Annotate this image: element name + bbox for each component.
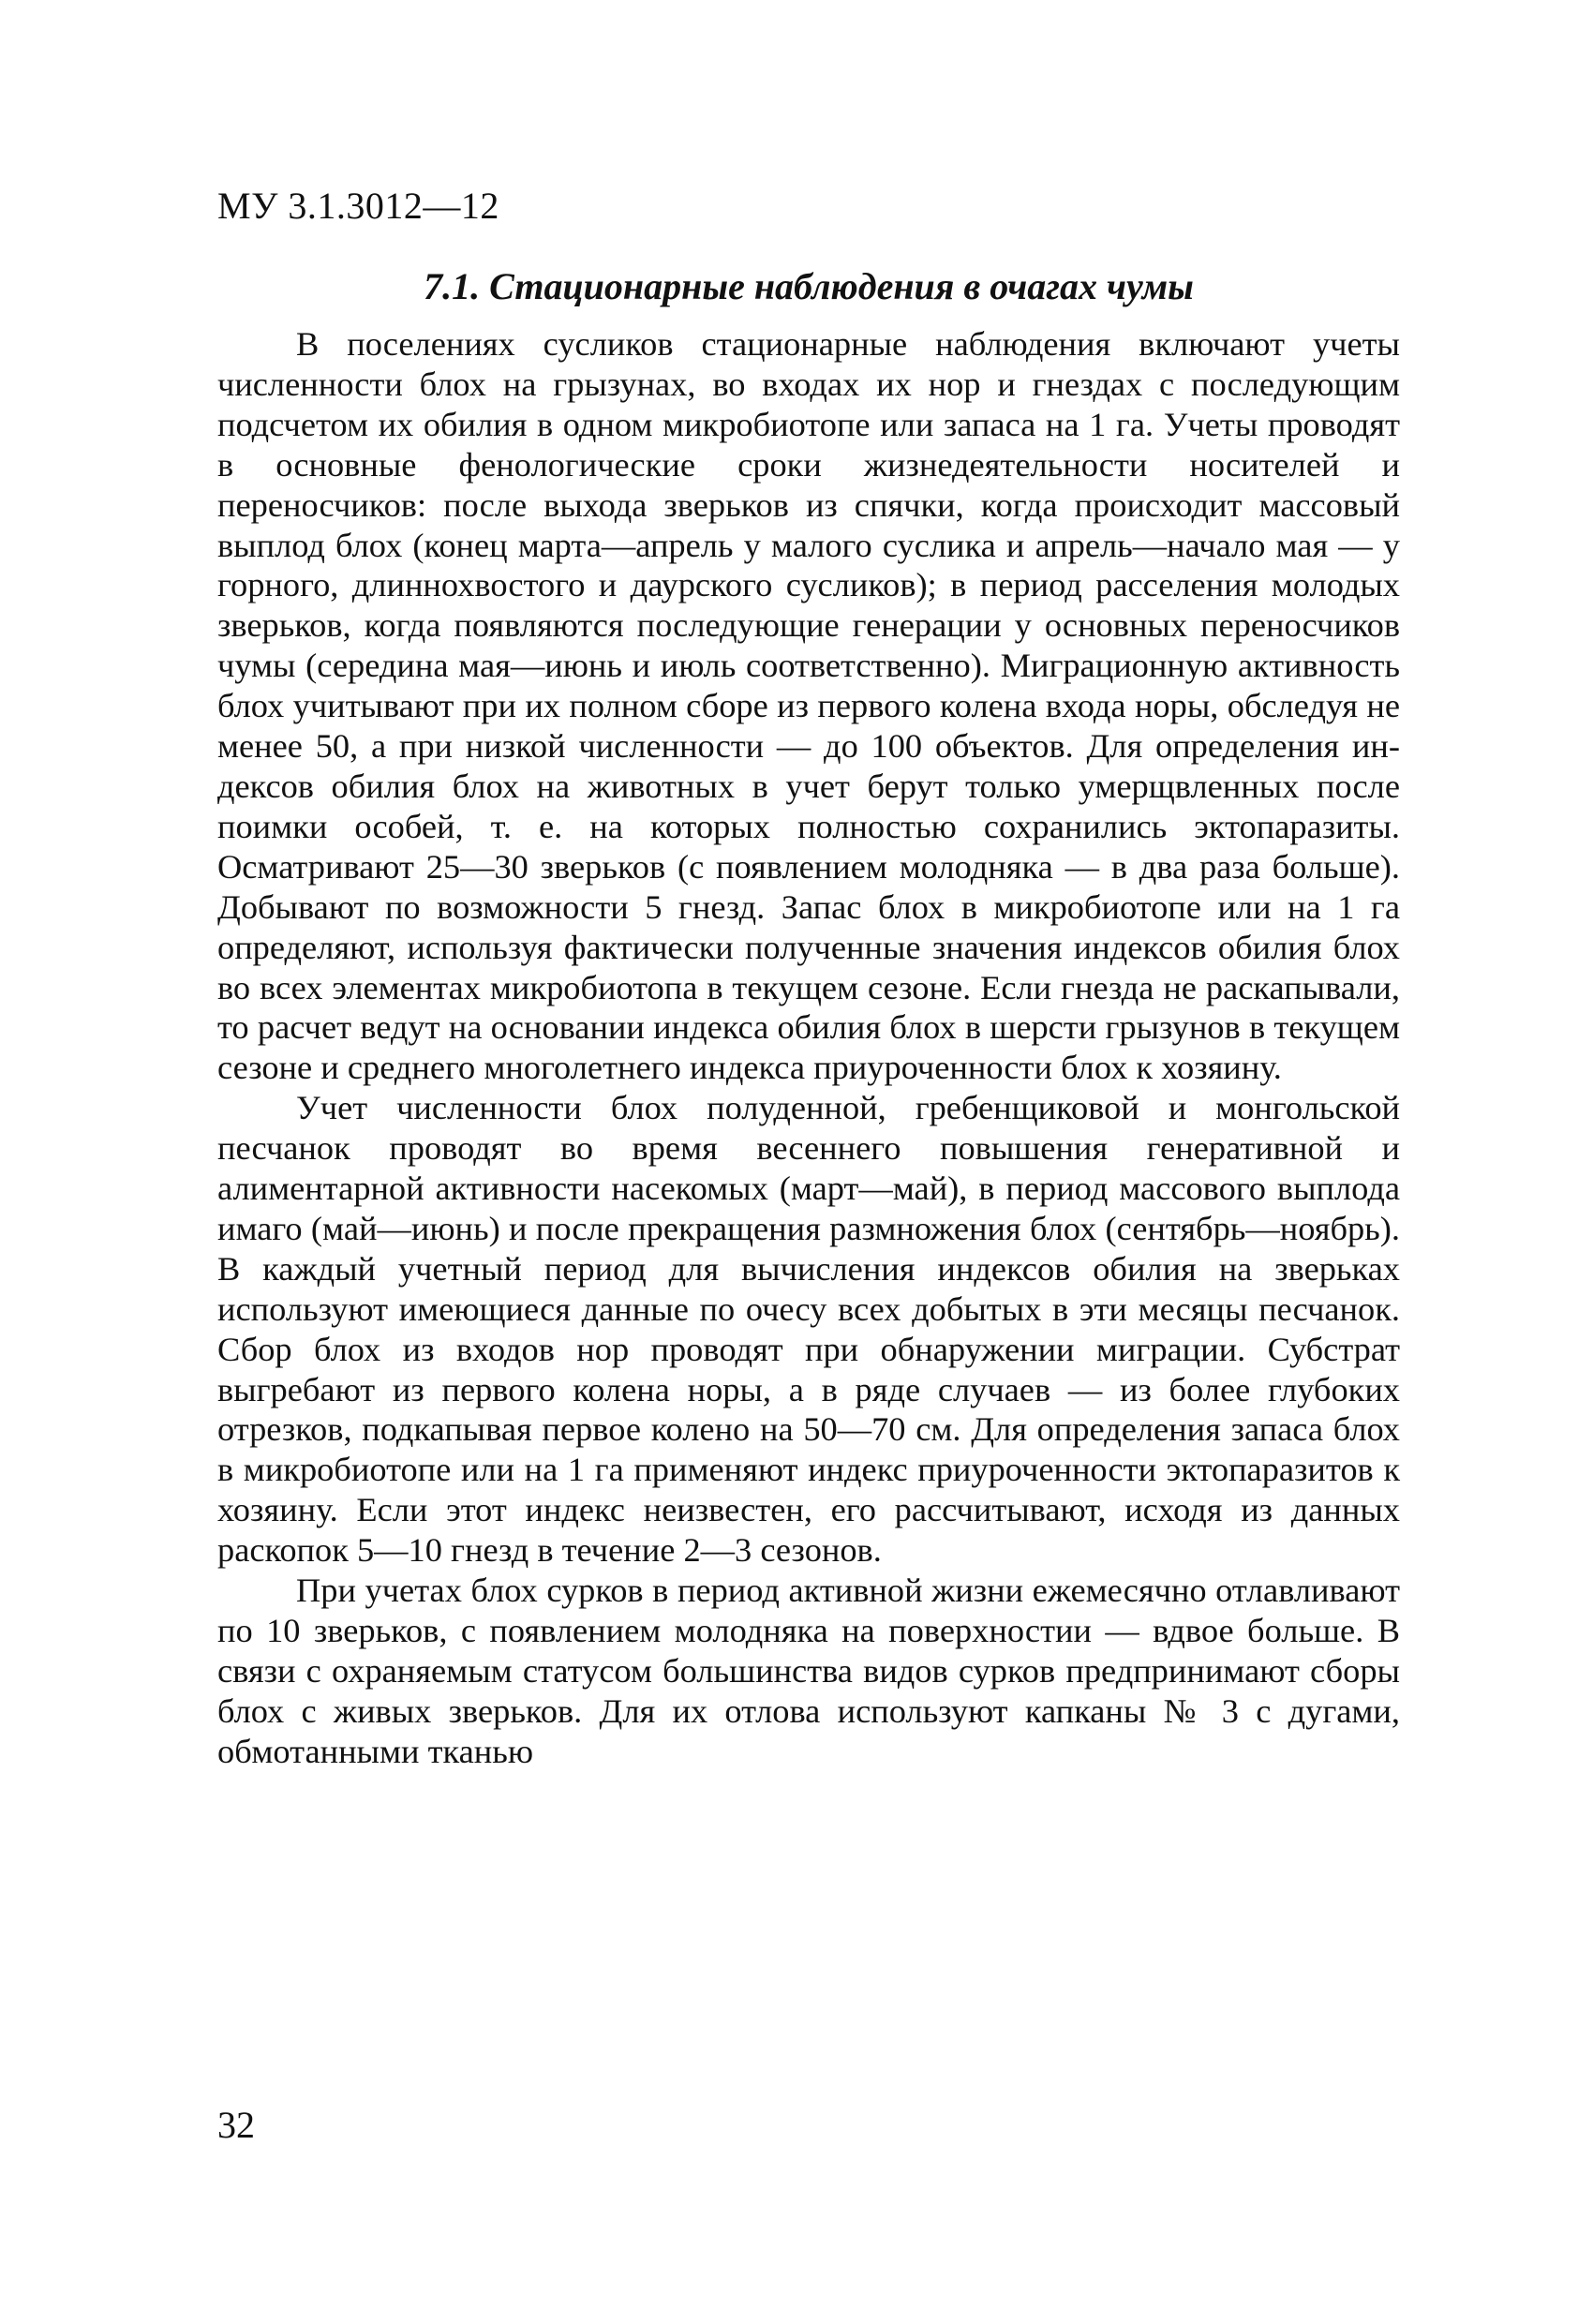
paragraph-gerbils: Учет численности блох полуденной, гребенщиковой и монгольской песчанок проводят во время весеннего повышения генеративной и алиментарной активности насекомых (март—май), в период массового выплода имаго (май—июнь) и после прекращения размножения блох (сентябрь—ноябрь). В каждый учетный период для вычисления индексов обилия на зверьках используют имеющиеся данные по очесу всех добытых в эти месяцы песчанок. Сбор блох из входов нор проводят при обнаружении миграции. Субстрат выгребают из первого колена норы, а в ряде случаев — из более глубоких отрезков, подкапывая первое колено на 50—70 см. Для определения запаса блох в микробиотопе или на 1 га применяют индекс приуроченности эктопаразитов к хозяину. Если этот индекс неизвестен, его рассчитывают, исходя из данных раскопок 5—10 гнезд в течение 2—3 сезонов. [217,1089,1400,1570]
body-text [217,324,1400,1772]
section-title: 7.1. Стационарные наблюдения в очагах чумы [424,265,1194,307]
document-code-header: МУ 3.1.3012—12 [217,185,499,227]
paragraph-ground-squirrels: В поселениях сусликов стационарные наблюдения включают учеты численности блох на грызунах, во входах их нор и гнездах с последующим подсчетом их обилия в одном микробиотопе или запаса на 1 га. Учеты проводят в основные фенологические сроки жизнедеятельности носителей и переносчиков: после выхода зверьков из спячки, когда происходит массовый выплод блох (конец марта—апрель у малого суслика и апрель—начало мая — у горного, длиннохвостого и даурского сусликов); в период расселения молодых зверьков, когда появляются последующие генерации у основных переносчиков чумы (середина мая—июнь и июль соответственно). Миграционную активность блох учитывают при их полном сборе из первого колена входа норы, обследуя не менее 50, а при низкой численности — до 100 объектов. Для определения индексов обилия блох на животных в учет берут только умерщвленных после поимки особей, т. е. на которых полностью сохранились эктопаразиты. Осматривают 25—30 зверьков (с появлением молодняка — в два раза больше). Добывают по возможности 5 гнезд. Запас блох в микробиотопе или на 1 га определяют, используя фактически полученные значения индексов обилия блох во всех элементах микробиотопа в текущем сезоне. Если гнезда не раскапывали, то расчет ведут на основании индекса обилия блох в шерсти грызунов в текущем сезоне и среднего многолетнего индекса приуроченности блох к хозяину. [217,325,1400,1087]
page-number: 32 [217,2104,255,2146]
paragraph-marmots: При учетах блох сурков в период активной жизни ежемесячно отлавливают по 10 зверьков, с появлением молодняка на поверхностии — вдвое больше. В связи с охраняемым статусом большинства видов сурков предпринимают сборы блох с живых зверьков. Для их отлова используют капканы № 3 с дугами, обмотанными тканью [217,1572,1400,1770]
